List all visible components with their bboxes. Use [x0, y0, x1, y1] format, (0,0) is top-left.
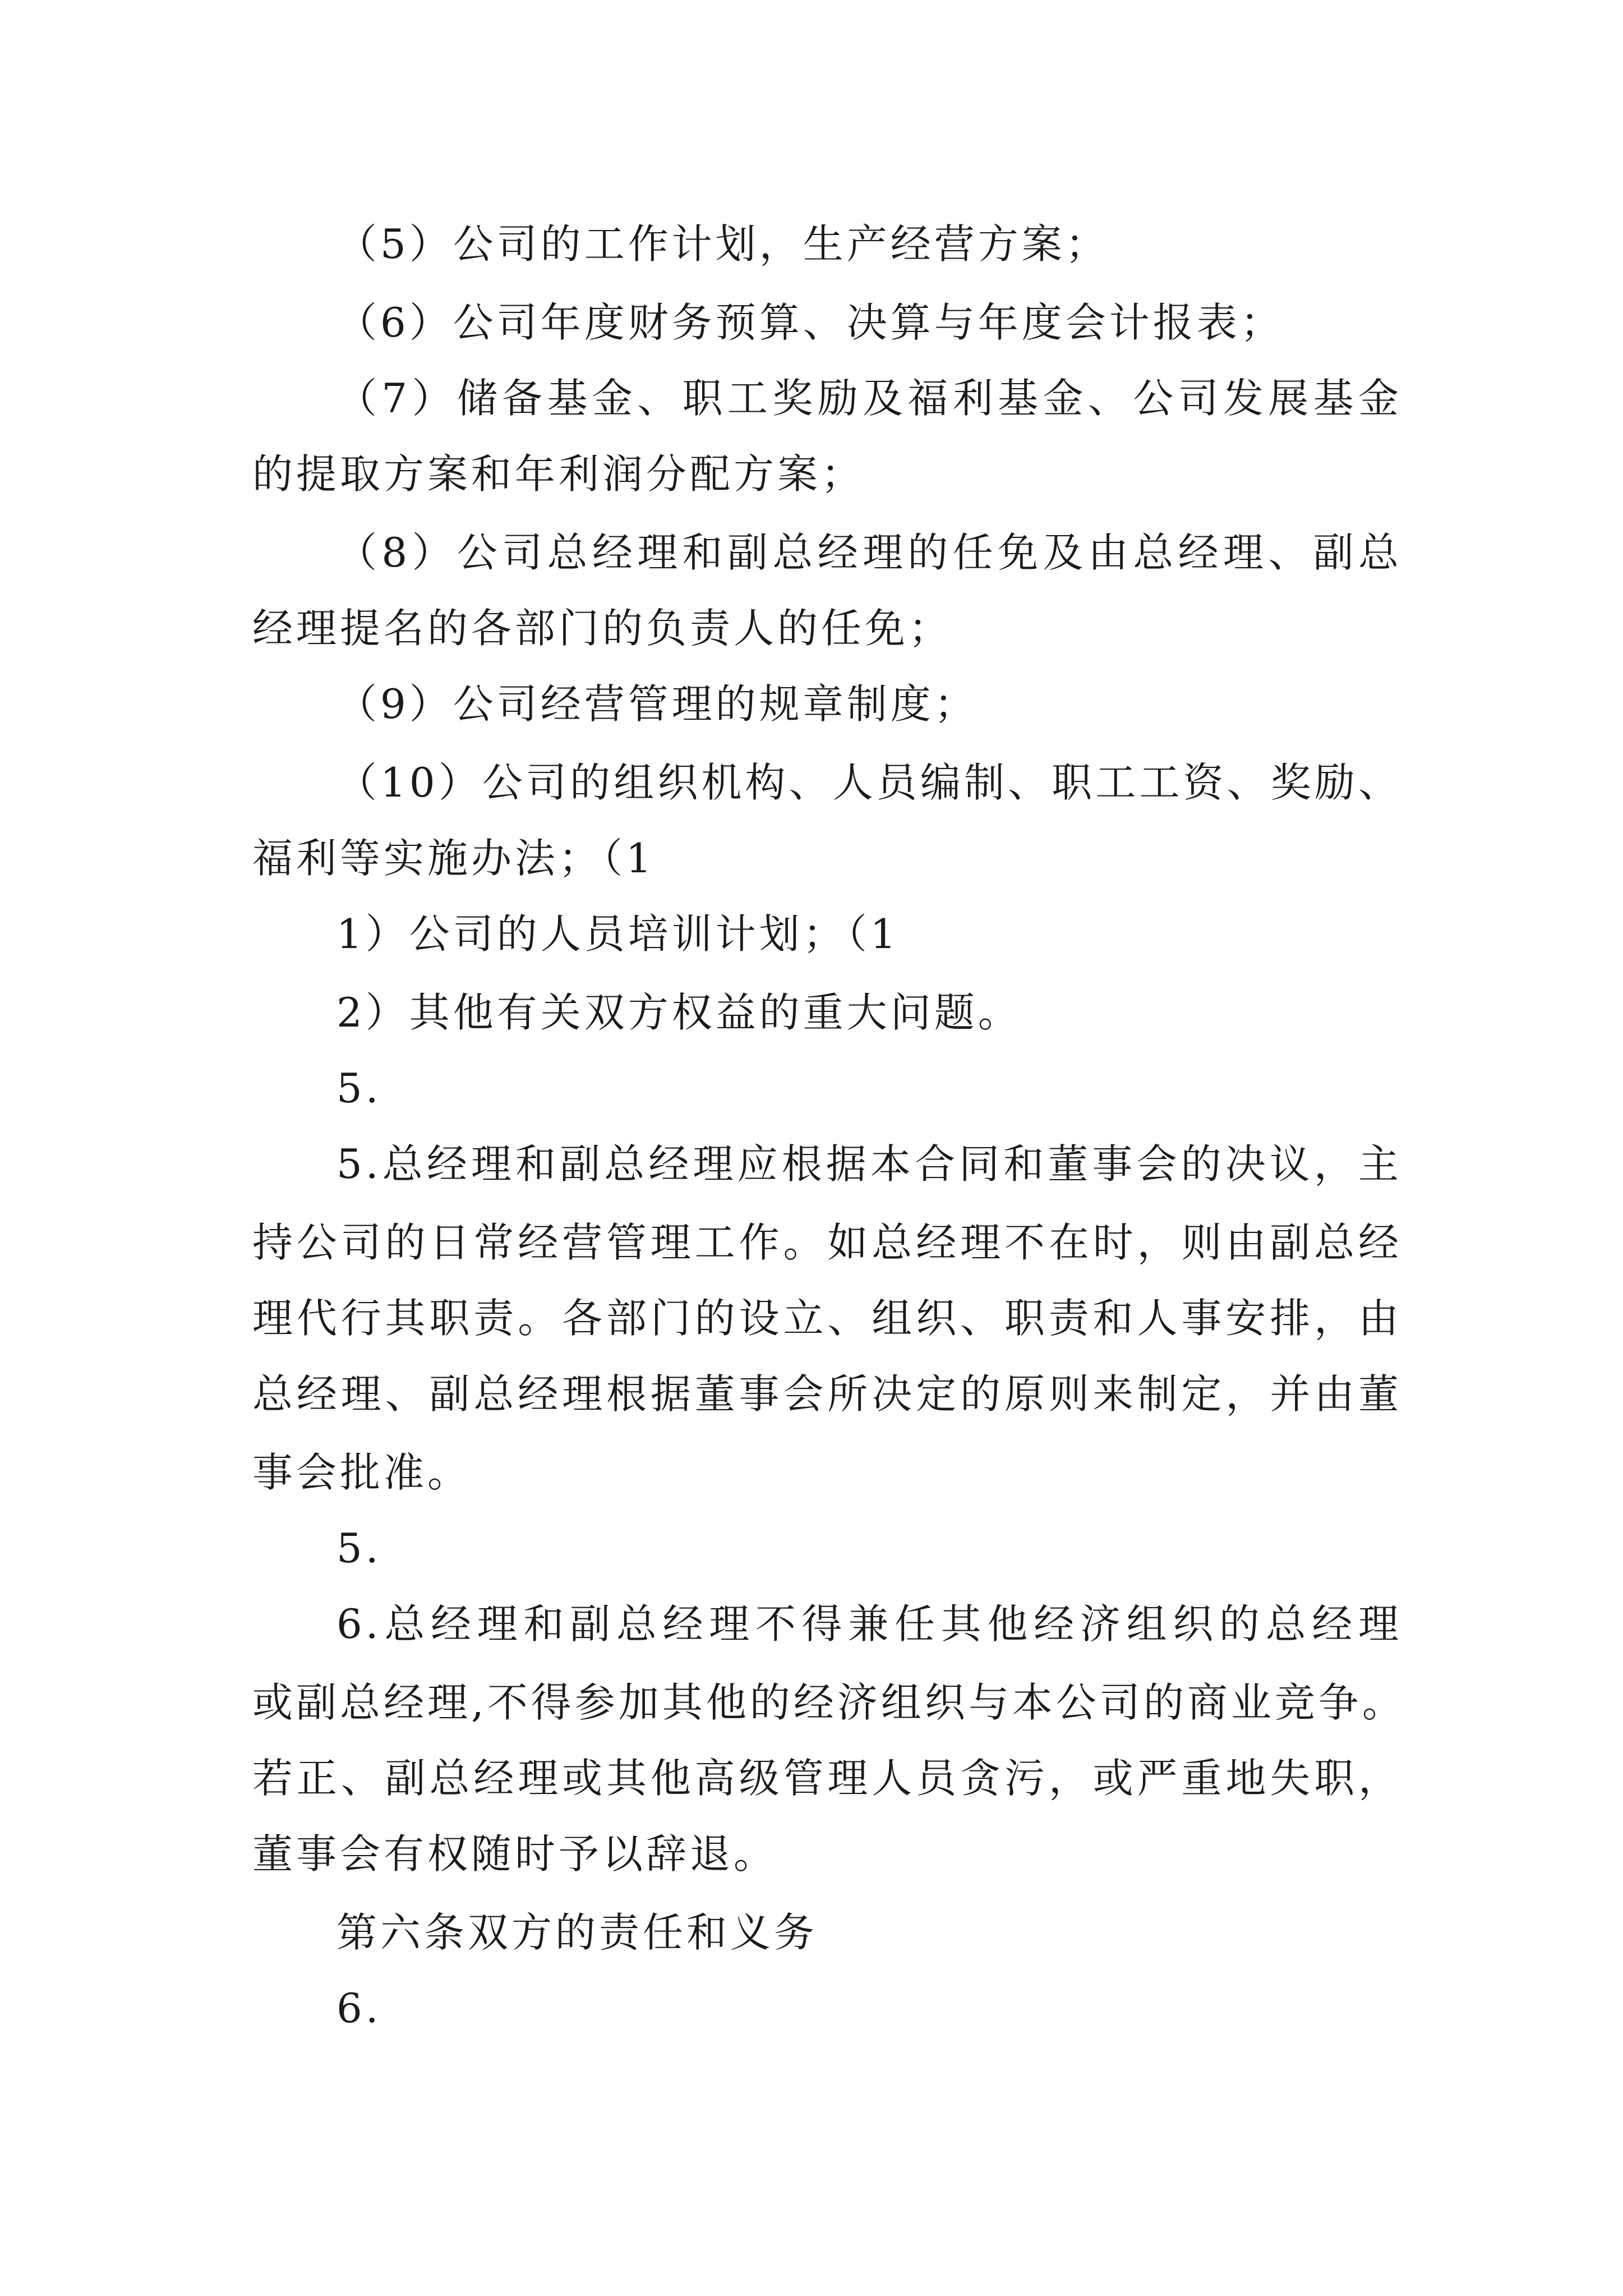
section-number: 5. — [336, 1525, 382, 1572]
text-line: 经理提名的各部门的负责人的任免； — [252, 605, 953, 652]
section-number: 6. — [336, 1985, 382, 2032]
text-line: （10）公司的组织机构、人员编制、职工工资、奖励、 — [336, 759, 1402, 806]
section-number: 5. — [336, 1065, 382, 1112]
text-line: 持公司的日常经营管理工作。如总经理不在时，则由副总经 — [252, 1219, 1402, 1266]
text-line: （9）公司经营管理的规章制度； — [336, 680, 978, 728]
text-line: 若正、副总经理或其他高级管理人员贪污，或严重地失职， — [252, 1755, 1402, 1802]
text-line: 的提取方案和年利润分配方案； — [252, 450, 865, 498]
article-heading: 第六条双方的责任和义务 — [336, 1909, 818, 1956]
text-line: 董事会有权随时予以辞退。 — [252, 1830, 778, 1878]
text-line: （5）公司的工作计划，生产经营方案； — [336, 220, 1109, 268]
text-line: 5.总经理和副总经理应根据本合同和董事会的决议，主 — [336, 1140, 1402, 1188]
text-line: （7）储备基金、职工奖励及福利基金、公司发展基金 — [336, 375, 1402, 422]
text-line: 总经理、副总经理根据董事会所决定的原则来制定，并由董 — [252, 1370, 1402, 1418]
text-line: 或副总经理,不得参加其他的经济组织与本公司的商业竞争。 — [252, 1679, 1406, 1726]
text-line: 1）公司的人员培训计划；（1 — [336, 910, 900, 958]
text-line: 2）其他有关双方权益的重大问题。 — [336, 989, 1022, 1036]
text-line: 6.总经理和副总经理不得兼任其他经济组织的总经理 — [336, 1600, 1402, 1648]
text-line: 事会批准。 — [252, 1449, 472, 1496]
text-line: 福利等实施办法；（1 — [252, 835, 655, 882]
text-line: （8）公司总经理和副总经理的任免及由总经理、副总 — [336, 529, 1402, 576]
text-line: 理代行其职责。各部门的设立、组织、职责和人事安排，由 — [252, 1295, 1402, 1342]
text-line: （6）公司年度财务预算、决算与年度会计报表； — [336, 299, 1284, 346]
